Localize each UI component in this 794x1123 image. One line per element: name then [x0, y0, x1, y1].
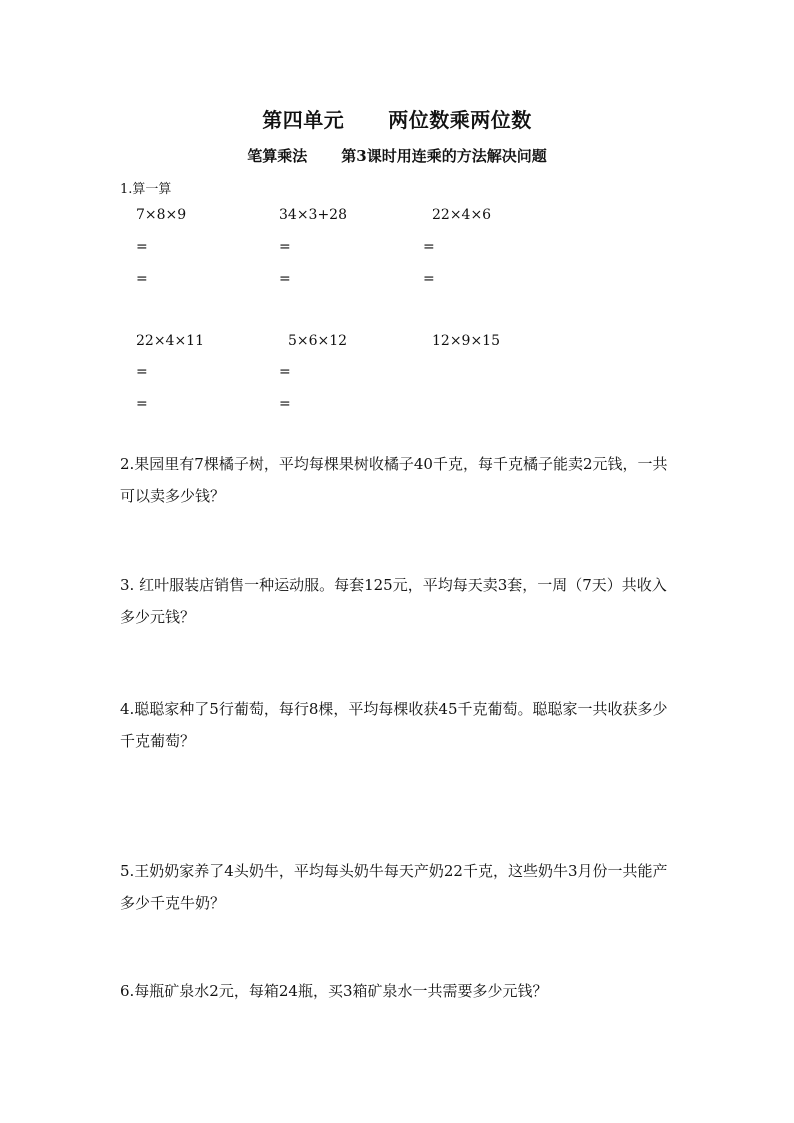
calc-expression-1: 7×8×9 — [136, 207, 187, 223]
calc-expression-6: 12×9×15 — [432, 333, 500, 349]
lesson-title: 第3课时用连乘的方法解决问题 — [341, 147, 547, 165]
question-4: 4.聪聪家种了5行葡萄，每行8棵，平均每棵收获45千克葡萄。聪聪家一共收获多少千克葡萄？ — [120, 700, 668, 750]
page-subtitle — [0, 145, 794, 166]
calc-equals-5b: = — [279, 396, 291, 412]
calc-equals-3b: = — [423, 271, 435, 287]
question-3: 3. 红叶服装店销售一种运动服。每套125元，平均每天卖3套，一周（7天）共收入多少元钱？ — [120, 576, 667, 626]
question-5: 5.王奶奶家养了4头奶牛，平均每头奶牛每天产奶22千克，这些奶牛3月份一共能产多少千克牛奶？ — [120, 862, 668, 912]
calc-equals-1b: = — [136, 271, 148, 287]
calc-expression-5: 5×6×12 — [288, 333, 348, 349]
page-title — [0, 104, 794, 133]
section-title: 笔算乘法 — [247, 147, 308, 165]
topic-title: 两位数乘两位数 — [388, 108, 532, 132]
calc-equals-4b: = — [136, 396, 148, 412]
calc-expression-2: 34×3+28 — [279, 207, 347, 223]
question-2: 2.果园里有7棵橘子树，平均每棵果树收橘子40千克，每千克橘子能卖2元钱，一共可以卖多少钱？ — [120, 455, 668, 505]
calc-expression-3: 22×4×6 — [432, 207, 492, 223]
calc-equals-4a: = — [136, 364, 148, 380]
calc-equals-1a: = — [136, 239, 148, 255]
calc-expression-4: 22×4×11 — [136, 333, 204, 349]
calc-equals-3a: = — [423, 239, 435, 255]
calc-equals-5a: = — [279, 364, 291, 380]
question-1-label: 1.算一算 — [120, 182, 172, 197]
question-6: 6.每瓶矿泉水2元，每箱24瓶，买3箱矿泉水一共需要多少元钱？ — [120, 982, 548, 1000]
unit-title: 第四单元 — [262, 108, 345, 132]
calc-equals-2b: = — [279, 271, 291, 287]
calc-equals-2a: = — [279, 239, 291, 255]
